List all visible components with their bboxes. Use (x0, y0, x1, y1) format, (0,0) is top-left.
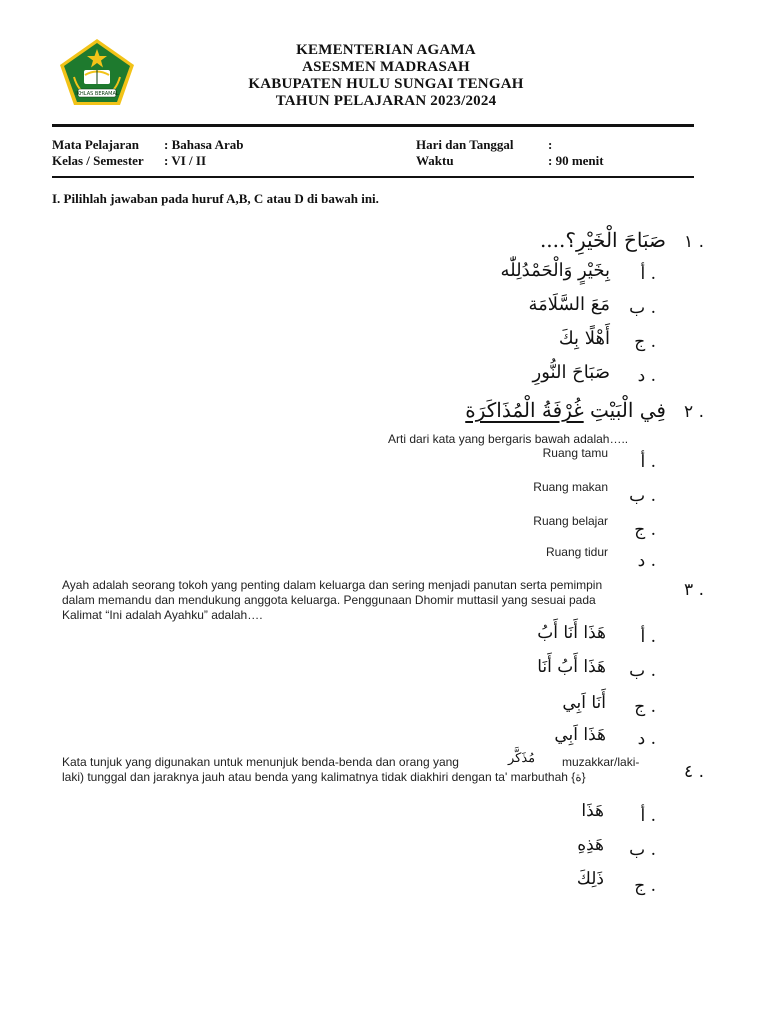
header-regency: KABUPATEN HULU SUNGAI TENGAH (248, 76, 524, 92)
q4-option-b-letter: ب . (629, 840, 656, 860)
question-4-line-1-end: muzakkar/laki- (562, 755, 640, 769)
instruction: I. Pilihlah jawaban pada huruf A,B, C atau D di bawah ini. (52, 191, 379, 206)
question-2-number: ٢ . (684, 402, 704, 422)
q2-option-c[interactable]: Ruang belajar (533, 514, 608, 528)
header-ministry: KEMENTERIAN AGAMA (296, 42, 476, 58)
q2-option-b-letter: ب . (629, 486, 656, 506)
question-2-text-plain: فِي الْبَيْتِ (583, 398, 666, 422)
question-3-line-2: dalam memandu dan mendukung anggota keluarga. Penggunaan Dhomir muttasil yang sesuai pada (62, 593, 596, 607)
info-divider (52, 176, 694, 178)
header-assessment: ASESMEN MADRASAH (302, 59, 470, 75)
q2-option-a-letter: أ . (640, 452, 656, 472)
q2-option-a[interactable]: Ruang tamu (542, 446, 608, 460)
q4-option-c[interactable]: ذَلِكَ (576, 869, 604, 889)
q4-option-a-letter: أ . (640, 806, 656, 826)
q4-option-a[interactable]: هَذَا (581, 801, 604, 821)
q1-option-b-letter: ب . (629, 298, 656, 318)
header-academic-year: TAHUN PELAJARAN 2023/2024 (275, 93, 497, 109)
q3-option-d[interactable]: هَذَا اَبِي (554, 725, 606, 745)
question-4-arabic-term: مُذَكَّر (508, 751, 536, 766)
question-4-line-1: Kata tunjuk yang digunakan untuk menunjuk benda-benda dan orang yang (62, 755, 459, 769)
question-3-number: ٣ . (684, 580, 704, 600)
question-2-underlined-phrase: غُرْفَةُ الْمُذَاكَرَة (465, 398, 584, 422)
q1-option-a[interactable]: بِخَيْرٍ وَالْحَمْدُلِلّٰه (500, 260, 610, 281)
q1-option-b[interactable]: مَعَ السَّلَامَة (528, 294, 610, 315)
q4-option-c-letter: ج . (634, 876, 656, 896)
question-4-line-2: laki) tunggal dan jaraknya jauh atau benda yang kalimatnya tidak diakhiri dengan ta' marbuthah {ة} (62, 770, 586, 784)
q2-option-b[interactable]: Ruang makan (533, 480, 608, 494)
subject-label: Mata Pelajaran (52, 137, 140, 152)
q3-option-d-letter: د . (637, 729, 656, 749)
q3-option-b-letter: ب . (629, 661, 656, 681)
q3-option-a[interactable]: هَذَا أَنَا أَبُ (537, 623, 606, 643)
subject-value: : Bahasa Arab (164, 137, 244, 152)
question-3-line-3: Kalimat “Ini adalah Ayahku” adalah…. (62, 608, 263, 622)
question-2-prompt: Arti dari kata yang bergaris bawah adalah….. (388, 432, 629, 446)
q1-option-c-letter: ج . (634, 332, 656, 352)
question-2-text (465, 398, 666, 422)
q4-option-b[interactable]: هَذِهِ (577, 835, 604, 855)
q2-option-d[interactable]: Ruang tidur (545, 545, 608, 559)
q1-option-a-letter: أ . (640, 264, 656, 284)
q1-option-d[interactable]: صَبَاحَ النُّورِ (532, 362, 610, 383)
q1-option-d-letter: د . (637, 366, 656, 386)
question-1-number: ١ . (684, 232, 704, 252)
time-value: : 90 menit (548, 153, 604, 168)
q2-option-d-letter: د . (637, 551, 656, 571)
question-4-number: ٤ . (684, 762, 704, 782)
q3-option-c-letter: ج . (634, 697, 656, 717)
question-1-text: صَبَاحَ الْخَيْرِ؟.... (539, 228, 666, 252)
header-divider (52, 124, 694, 127)
kemenag-logo (58, 37, 136, 107)
q2-option-c-letter: ج . (634, 520, 656, 540)
q1-option-c[interactable]: أَهْلًا بِكَ (558, 328, 610, 349)
q3-option-b[interactable]: هَذَا أَبُ أَنَا (537, 657, 606, 677)
time-label: Waktu (416, 153, 454, 168)
q3-option-c[interactable]: أَنَا اَبِي (562, 693, 606, 713)
q3-option-a-letter: أ . (640, 627, 656, 647)
class-value: : VI / II (164, 153, 207, 168)
date-value: : (548, 137, 553, 152)
logo-ribbon-text: IKHLAS BERAMAL (75, 91, 119, 98)
question-3-line-1: Ayah adalah seorang tokoh yang penting dalam keluarga dan sering menjadi panutan serta pemimpin (62, 578, 603, 592)
date-label: Hari dan Tanggal (416, 137, 514, 152)
class-label: Kelas / Semester (52, 153, 144, 168)
